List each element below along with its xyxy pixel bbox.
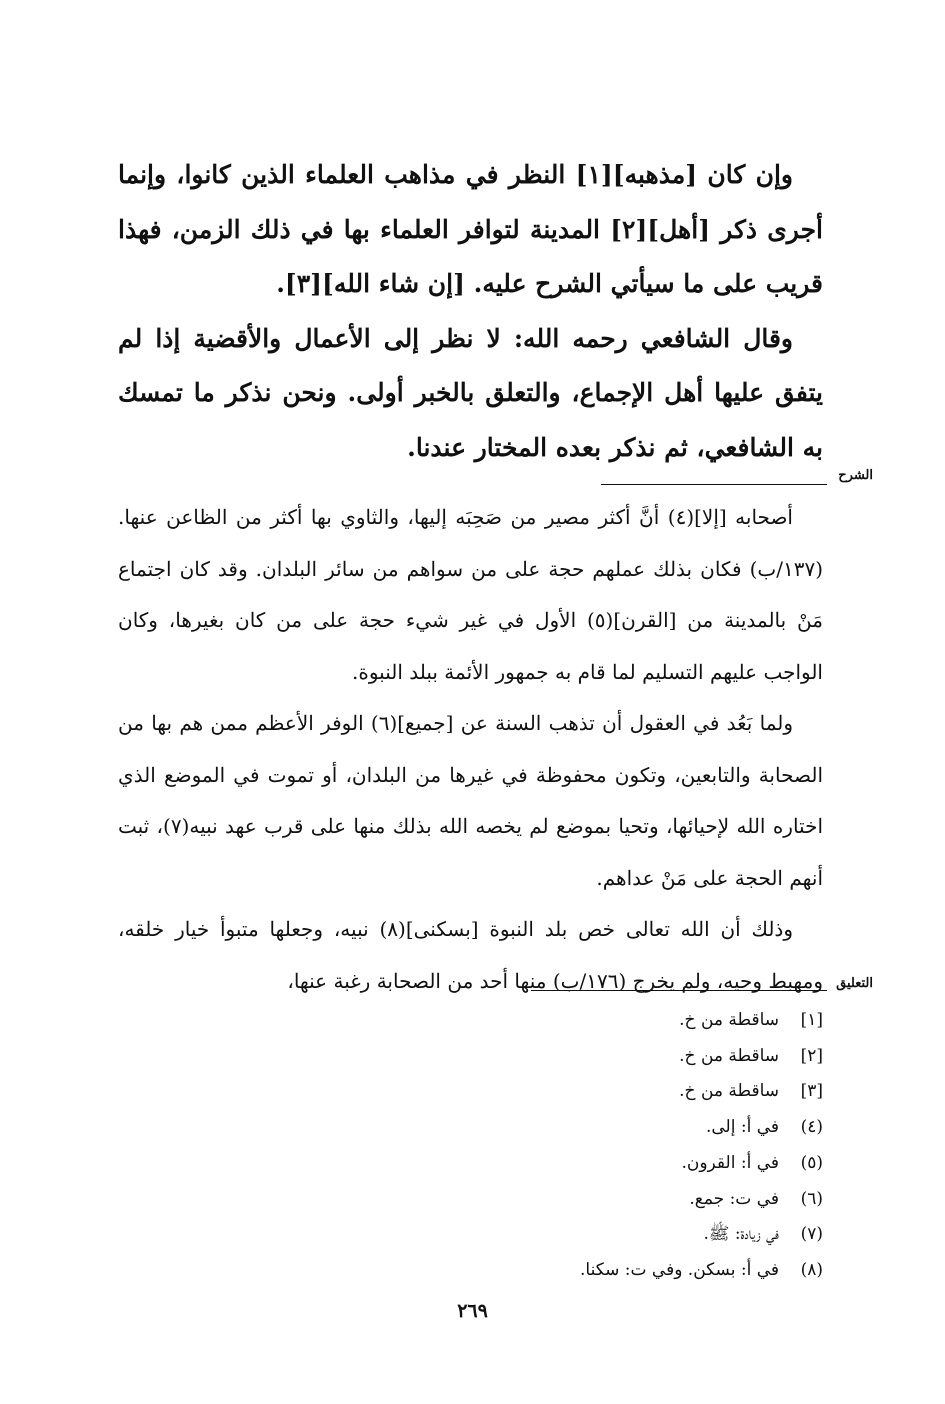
commentary-divider	[601, 484, 827, 485]
commentary-text	[118, 492, 823, 1007]
footnote	[303, 1217, 823, 1253]
footnote	[303, 1003, 823, 1039]
footnote-number: [٣]	[800, 1081, 823, 1102]
footnote-text: ساقطة من خ.	[679, 1081, 779, 1102]
footnote	[303, 1253, 823, 1289]
footnote-number: (٦)	[800, 1188, 823, 1209]
commentary-paragraph-1: أصحابه [إلا](٤) أنَّ أكثر مصير من صَحِبَه إليها، والثاوي بها أكثر من الظاعن عنها. (١٣٧/ب) فكان بذلك عملهم حجة على من سواهم من سائر البلدان. وقد كان اجتماع مَنْ بالمدينة من [القرن](٥) الأول في غير شيء حجة على من كان بغيرها، وكان الواجب عليهم التسليم لما قام به جمهور الأئمة ببلد النبوة.	[118, 505, 823, 684]
commentary-paragraph-2: ولما بَعُد في العقول أن تذهب السنة عن [جميع](٦) الوفر الأعظم ممن هم بها من الصحابة والتابعين، وتكون محفوظة في غيرها من البلدان، أو تموت في الموضع الذي اختاره الله لإحيائها، وتحيا بموضع لم يخصه الله بذلك منها على قرب عهد نبيه(٧)، ثبت أنهم الحجة على مَنْ عداهم.	[118, 711, 824, 890]
footnote-number: (٤)	[800, 1117, 823, 1138]
footnote-text: في أ: بسكن. وفي ت: سكنا.	[580, 1259, 779, 1280]
footnote-text: في ت: جمع.	[689, 1188, 779, 1209]
footnote	[303, 1182, 823, 1218]
main-text	[118, 148, 823, 475]
footnote	[303, 1146, 823, 1182]
main-paragraph-1: وإن كان [مذهبه][١] النظر في مذاهب العلماء الذين كانوا، وإنما أجرى ذكر [أهل][٢] المدينة لتوافر العلماء بها في ذلك الزمن، فهذا قريب على ما سيأتي الشرح عليه. [إن شاء الله][٣].	[118, 160, 823, 298]
commentary-paragraph-3: وذلك أن الله تعالى خص بلد النبوة [بسكنى](٨) نبيه، وجعلها متبوأ خيار خلقه، ومهبط وحيه، ولم يخرج (١٧٦/ب) منها أحد من الصحابة رغبة عنها،	[118, 917, 823, 993]
footnote	[303, 1074, 823, 1110]
footnote	[303, 1039, 823, 1075]
footnote-number: (٥)	[800, 1152, 823, 1173]
main-paragraph-2: وقال الشافعي رحمه الله: لا نظر إلى الأعمال والأقضية إذا لم يتفق عليها أهل الإجماع، والتعلق بالخبر أولى. ونحن نذكر ما تمسك به الشافعي، ثم نذكر بعده المختار عندنا.	[118, 323, 823, 462]
footnote-text: في زيادة: ﷺ.	[703, 1224, 779, 1245]
footnotes-list	[303, 1003, 823, 1289]
footnote-number: (٧)	[800, 1224, 823, 1245]
footnote-text: ساقطة من خ.	[679, 1010, 779, 1030]
footnote	[303, 1110, 823, 1146]
footnote-text: في أ: إلى.	[705, 1117, 779, 1138]
commentary-label: الشرح	[838, 468, 873, 483]
page-number: ٢٦٩	[457, 1300, 488, 1322]
footnote-number: [٢]	[800, 1045, 823, 1066]
footnotes-label: التعليق	[836, 976, 873, 991]
footnote-text: في أ: القرون.	[681, 1152, 779, 1173]
footnote-number: [١]	[800, 1010, 823, 1030]
footnote-text: ساقطة من خ.	[679, 1045, 779, 1066]
footnote-number: (٨)	[800, 1259, 823, 1280]
footnotes-divider	[531, 990, 827, 991]
